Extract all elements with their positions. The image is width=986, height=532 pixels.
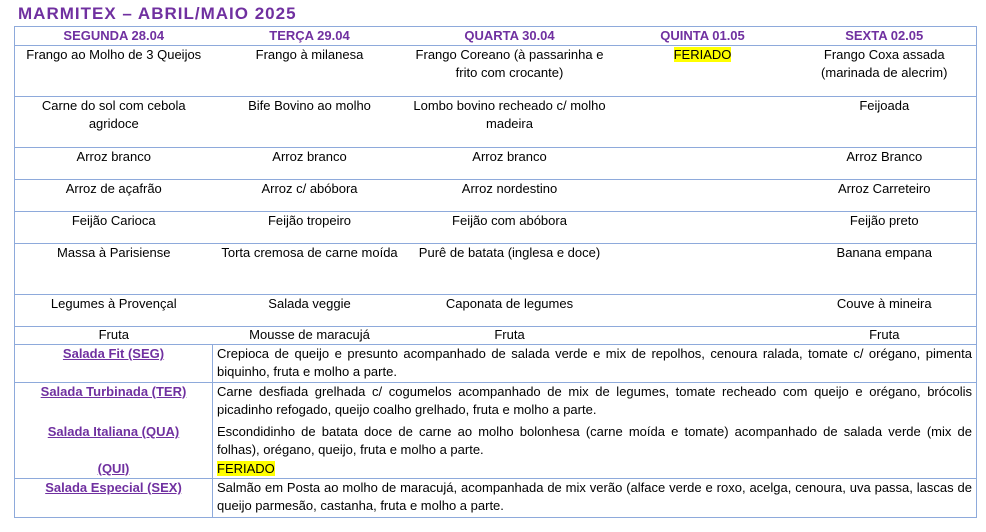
salad-description: Escondidinho de batata doce de carne ao molho bolonhesa (carne moída e tomate) acompanhado de salada verde (mix de folhas), orégano, queijo, fruta e molho a parte. <box>213 423 977 460</box>
salad-name: Salada Especial (SEX) <box>15 479 213 518</box>
menu-cell <box>613 97 793 148</box>
menu-cell: Arroz de açafrão <box>15 180 213 212</box>
table-row <box>15 244 977 295</box>
menu-cell: Arroz branco <box>213 148 407 180</box>
salad-name: Salada Turbinada (TER) <box>15 383 213 424</box>
menu-cell: Carne do sol com cebola agridoce <box>15 97 213 148</box>
menu-cell <box>613 327 793 345</box>
day-header-tuesday: TERÇA 29.04 <box>213 27 407 46</box>
menu-cell: Feijão preto <box>793 212 977 244</box>
menu-cell: Mousse de maracujá <box>213 327 407 345</box>
day-header-thursday: QUINTA 01.05 <box>613 27 793 46</box>
menu-cell <box>613 180 793 212</box>
menu-cell <box>613 148 793 180</box>
menu-table <box>14 26 977 518</box>
table-row <box>15 148 977 180</box>
menu-cell: Legumes à Provençal <box>15 295 213 327</box>
table-row <box>15 97 977 148</box>
table-row <box>15 327 977 345</box>
day-header-wednesday: QUARTA 30.04 <box>407 27 613 46</box>
table-row <box>15 46 977 97</box>
day-header-friday: SEXTA 02.05 <box>793 27 977 46</box>
salad-row <box>15 479 977 518</box>
menu-cell: Frango Coreano (à passarinha e frito com crocante) <box>407 46 613 97</box>
menu-cell: Feijão Carioca <box>15 212 213 244</box>
salad-row <box>15 460 977 479</box>
salad-description: Crepioca de queijo e presunto acompanhado de salada verde e mix de repolhos, cenoura ralada, tomate c/ orégano, pimenta biquinho, fruta e molho a parte. <box>213 345 977 383</box>
menu-cell: Caponata de legumes <box>407 295 613 327</box>
menu-cell: Massa à Parisiense <box>15 244 213 295</box>
salad-row <box>15 345 977 383</box>
menu-cell: Fruta <box>15 327 213 345</box>
menu-cell: Arroz nordestino <box>407 180 613 212</box>
salad-name: (QUI) <box>15 460 213 479</box>
menu-cell: Fruta <box>793 327 977 345</box>
salad-description: Salmão em Posta ao molho de maracujá, acompanhada de mix verão (alface verde e roxo, acelga, cenoura, uva passa, lascas de queijo parmesão, castanha, fruta e molho a parte. <box>213 479 977 518</box>
menu-cell: Frango Coxa assada (marinada de alecrim) <box>793 46 977 97</box>
table-row <box>15 295 977 327</box>
salad-description: Carne desfiada grelhada c/ cogumelos acompanhado de mix de legumes, tomate recheado com queijo e orégano, brócolis picadinho refogado, queijo coalho grelhado, fruta e molho a parte. <box>213 383 977 424</box>
menu-cell: Arroz branco <box>407 148 613 180</box>
menu-cell: Fruta <box>407 327 613 345</box>
menu-cell: Feijão com abóbora <box>407 212 613 244</box>
menu-cell: Couve à mineira <box>793 295 977 327</box>
menu-cell <box>613 212 793 244</box>
menu-cell: Lombo bovino recheado c/ molho madeira <box>407 97 613 148</box>
salad-row <box>15 383 977 424</box>
menu-cell: Purê de batata (inglesa e doce) <box>407 244 613 295</box>
page-title: MARMITEX – ABRIL/MAIO 2025 <box>18 4 297 23</box>
day-header-row <box>15 27 977 46</box>
menu-cell: Banana empana <box>793 244 977 295</box>
salad-row <box>15 423 977 460</box>
table-row <box>15 212 977 244</box>
menu-cell: Feijoada <box>793 97 977 148</box>
menu-cell: Arroz c/ abóbora <box>213 180 407 212</box>
menu-cell <box>613 295 793 327</box>
day-header-monday: SEGUNDA 28.04 <box>15 27 213 46</box>
table-row <box>15 180 977 212</box>
menu-cell: Arroz Carreteiro <box>793 180 977 212</box>
menu-cell: Arroz branco <box>15 148 213 180</box>
menu-cell: Frango à milanesa <box>213 46 407 97</box>
menu-cell: Arroz Branco <box>793 148 977 180</box>
holiday-badge: FERIADO <box>673 47 732 62</box>
menu-cell <box>613 244 793 295</box>
holiday-badge: FERIADO <box>217 461 275 476</box>
menu-cell: Bife Bovino ao molho <box>213 97 407 148</box>
menu-cell: Salada veggie <box>213 295 407 327</box>
menu-cell <box>613 46 793 97</box>
salad-description <box>213 460 977 479</box>
menu-cell: Torta cremosa de carne moída <box>213 244 407 295</box>
menu-cell: Frango ao Molho de 3 Queijos <box>15 46 213 97</box>
salad-name: Salada Italiana (QUA) <box>15 423 213 460</box>
salad-name: Salada Fit (SEG) <box>15 345 213 383</box>
menu-cell: Feijão tropeiro <box>213 212 407 244</box>
